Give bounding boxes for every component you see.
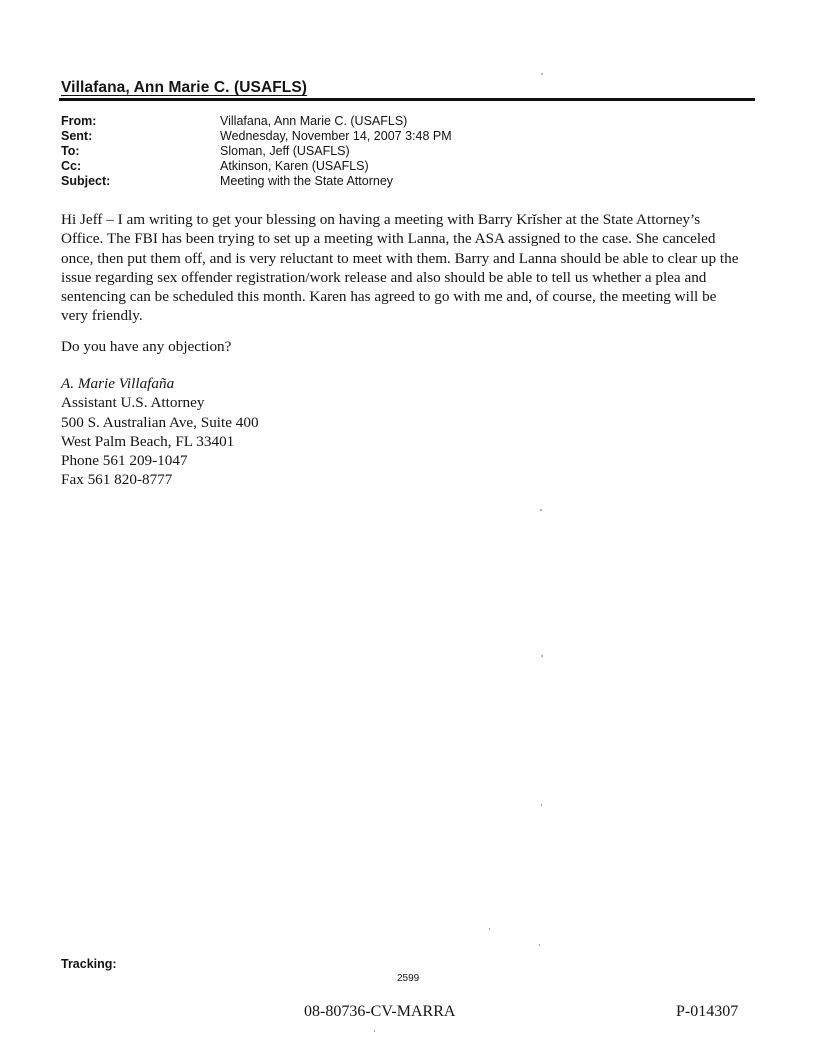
scan-speck [541,804,542,806]
header-from [61,114,452,129]
email-signature [61,374,259,490]
header-subject [61,174,452,189]
header-cc-label: Cc: [61,159,82,173]
email-body [61,210,761,326]
signature-line: Fax 561 820-8777 [61,471,173,489]
signature-line: Assistant U.S. Attorney [61,394,205,412]
scan-speck [540,509,542,511]
email-headers [61,114,452,189]
body-line: Office. The FBI has been trying to set up a meeting with Lanna, the ASA assigned to the case. She canceled [61,230,716,248]
sender-title-text: Villafana, Ann Marie C. (USAFLS) [61,79,308,96]
header-subject-label: Subject: [61,174,111,188]
title-divider [59,98,755,101]
header-to-label: To: [61,144,80,158]
header-to-value: Sloman, Jeff (USAFLS) [220,144,350,158]
scan-speck [541,655,543,657]
header-cc-value: Atkinson, Karen (USAFLS) [220,159,369,173]
header-to [61,144,452,159]
header-subject-value: Meeting with the State Attorney [220,174,394,188]
header-from-label: From: [61,114,97,128]
page-number: 2599 [397,973,420,984]
tracking-label: Tracking: [61,957,117,971]
signature-line: West Palm Beach, FL 33401 [61,432,235,450]
case-number: 08-80736-CV-MARRA [304,1003,456,1020]
body-line: once, then put them off, and is very reluctant to meet with them. Barry and Lanna should be able to clear up the [61,249,739,267]
header-cc [61,159,452,174]
header-sent [61,129,452,144]
scan-speck [539,944,540,946]
body-line: issue regarding sex offender registration/work release and also should be able to tell us whether a plea and [61,268,707,286]
body-line: sentencing can be scheduled this month. Karen has agreed to go with me and, of course, the meeting will be [61,288,717,306]
header-from-value: Villafana, Ann Marie C. (USAFLS) [220,114,408,128]
header-sent-label: Sent: [61,129,93,143]
email-sender-title [61,79,307,97]
bates-number: P-014307 [676,1003,739,1020]
signature-name: A. Marie Villafaña [61,375,175,392]
scan-speck [489,928,490,930]
signature-line: Phone 561 209-1047 [61,452,188,470]
body-line: Hi Jeff – I am writing to get your blessing on having a meeting with Barry Krĭsher at the State Attorney’s [61,211,701,228]
body-line: very friendly. [61,307,143,325]
header-sent-value: Wednesday, November 14, 2007 3:48 PM [220,129,452,143]
email-question: Do you have any objection? [61,338,232,355]
scan-speck [541,73,543,75]
scan-speck [374,1030,375,1032]
signature-line: 500 S. Australian Ave, Suite 400 [61,413,259,431]
